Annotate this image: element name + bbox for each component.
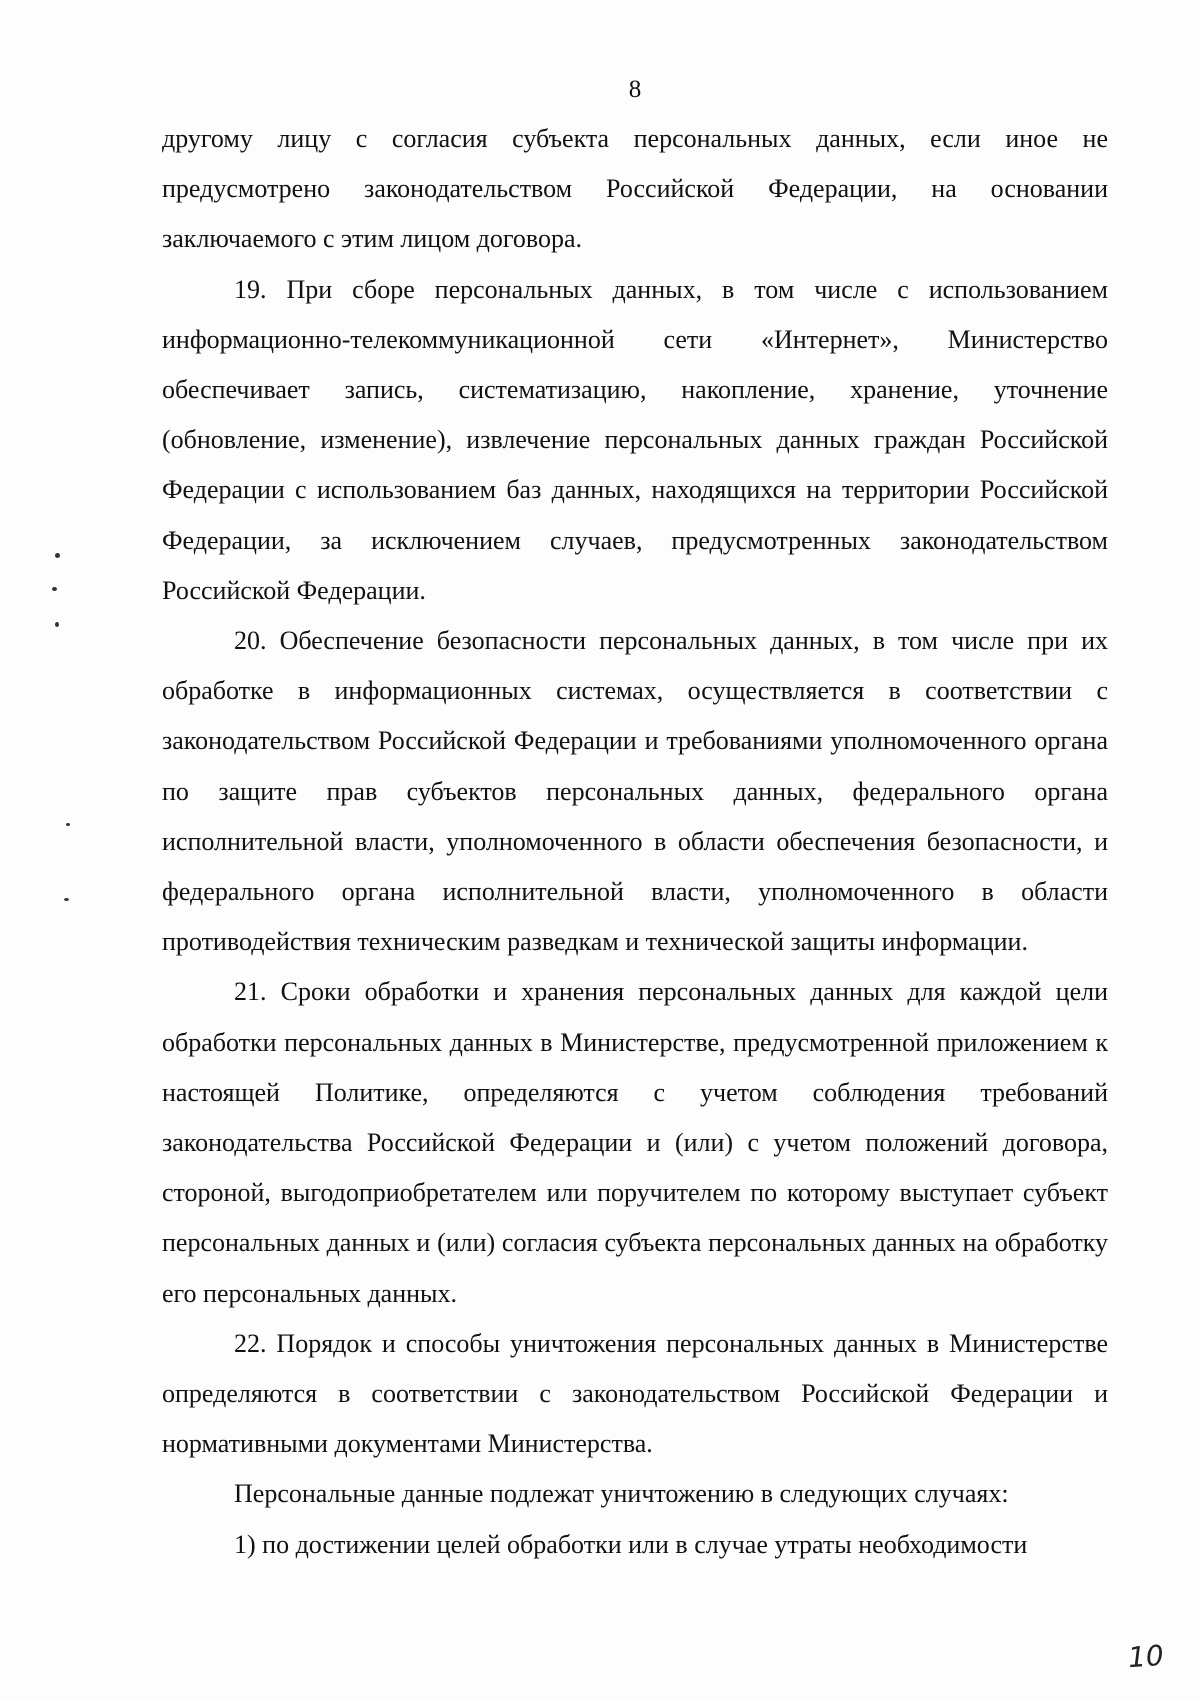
scan-speck <box>55 622 59 627</box>
paragraph-case-1: 1) по достижении целей обработки или в случае утраты необходимости <box>234 1529 1028 1559</box>
paragraph-21: 21. Сроки обработки и хранения персональных данных для каждой цели обработки персональных данных в Министерстве, предусмотренной приложением к настоящей Политике, определяются с учетом соблюдения требований законодательства Российской Федерации и (или) с учетом положений договора, стороной, выгодоприобретателем или поручителем по которому выступает субъект персональных данных и (или) согласия субъекта персональных данных на обработку его персональных данных. <box>162 977 1108 1308</box>
handwritten-sheet-number: 10 <box>1126 1638 1165 1675</box>
scan-speck <box>66 823 70 826</box>
scan-speck <box>55 553 60 558</box>
scan-speck <box>52 587 57 591</box>
paragraph-continuation: другому лицу с согласия субъекта персональных данных, если иное не предусмотрено законодательством Российской Федерации, на основании заключаемого с этим лицом договора. <box>162 124 1108 254</box>
paragraph-22: 22. Порядок и способы уничтожения персональных данных в Министерстве определяются в соответствии с законодательством Российской Федерации и нормативными документами Министерства. <box>162 1328 1108 1459</box>
page-number: 8 <box>628 76 642 103</box>
paragraph-19: 19. При сборе персональных данных, в том числе с использованием информационно-телекоммуникационной сети «Интернет», Министерство обеспечивает запись, систематизацию, накопление, хранение, уточнение (обновление, изменение), извлечение персональных данных граждан Российской Федерации с использованием баз данных, находящихся на территории Российской Федерации, за исключением случаев, предусмотренных законодательством Российской Федерации. <box>162 274 1108 605</box>
document-body <box>162 114 1108 1570</box>
paragraph-destruction-cases: Персональные данные подлежат уничтожению в следующих случаях: <box>234 1479 1009 1509</box>
scan-speck <box>64 898 69 901</box>
paragraph-20: 20. Обеспечение безопасности персональных данных, в том числе при их обработке в информационных системах, осуществляется в соответствии с законодательством Российской Федерации и требованиями уполномоченного органа по защите прав субъектов персональных данных, федерального органа исполнительной власти, уполномоченного в области обеспечения безопасности, и федерального органа исполнительной власти, уполномоченного в области противодействия техническим разведкам и технической защиты информации. <box>162 626 1108 957</box>
